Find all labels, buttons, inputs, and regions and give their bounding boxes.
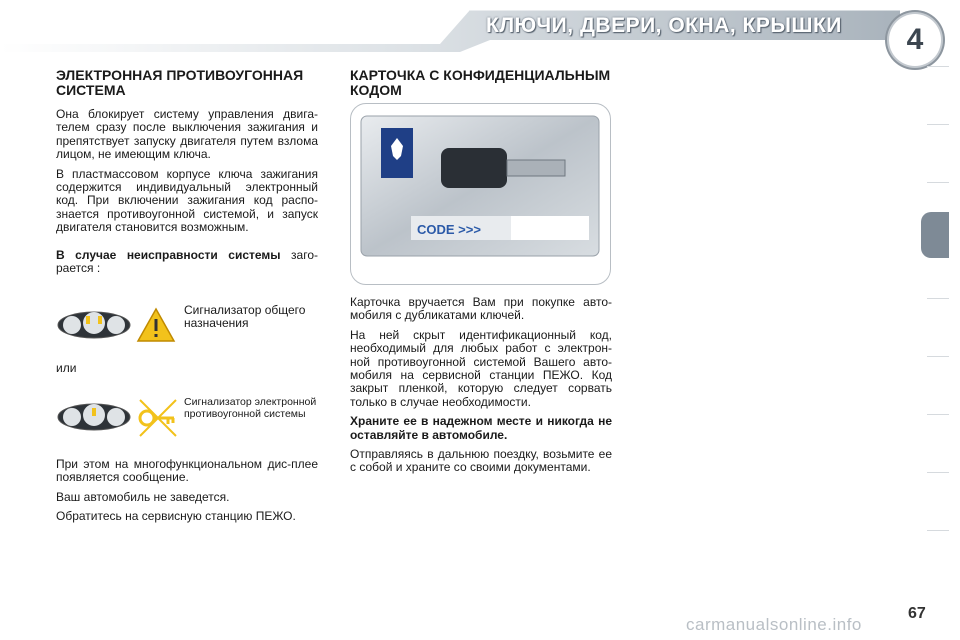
code-card-figure	[350, 103, 611, 285]
antitheft-heading: ЭЛЕКТРОННАЯ ПРОТИВОУГОННАЯ СИСТЕМА	[56, 67, 304, 98]
chapter-side-tabs	[927, 66, 949, 574]
malfunction-paragraph	[56, 249, 318, 276]
chapter-tab-6[interactable]	[927, 356, 949, 415]
key-crossed-icon	[134, 394, 182, 442]
card-keep-safe-bold: Храните ее в надежном месте и никогда не оставляйте в автомобиле.	[350, 414, 612, 442]
malfunction-bold: В случае неисправности системы	[56, 247, 281, 262]
left-column-bottom	[56, 458, 318, 530]
card-given-paragraph: Карточка вручается Вам при покупке авто-мобиля с дубликатами ключей.	[350, 295, 612, 323]
service-paragraph: Обратитесь на сервисную станцию ПЕЖО.	[56, 509, 296, 524]
card-travel-paragraph: Отправляясь в дальнюю поездку, возьмите ее с собой и храните со своими документами.	[350, 447, 612, 475]
chapter-tab-5[interactable]	[927, 298, 949, 357]
chapter-tab-2[interactable]	[927, 124, 949, 183]
or-text: или	[56, 361, 77, 375]
warning-triangle-icon	[136, 306, 176, 344]
chapter-tab-1[interactable]	[927, 66, 949, 125]
chapter-header	[0, 0, 960, 60]
malfunction-rest: заго-рается :	[56, 247, 318, 276]
chapter-number-badge: 4	[889, 14, 941, 66]
antitheft-paragraph-2: В пластмассовом корпусе ключа зажигания содержится индивидуальный электронный код. При включении зажигания код распо-знается противоугонной системой, и запуск двигателя становится возможным.	[56, 166, 318, 235]
card-keep-safe-paragraph	[350, 415, 612, 442]
display-message-paragraph: При этом на многофункциональном дис-плее появляется сообщение.	[56, 457, 318, 485]
left-column	[56, 68, 318, 281]
chapter-tab-7[interactable]	[927, 414, 949, 473]
no-start-paragraph: Ваш автомобиль не заведется.	[56, 489, 230, 504]
chapter-tab-4-active[interactable]	[921, 212, 949, 258]
code-card-illustration	[351, 104, 610, 284]
general-warning-row	[56, 300, 318, 350]
chapter-tab-9[interactable]	[927, 530, 949, 573]
right-column-text	[350, 296, 612, 481]
code-card-heading: КАРТОЧКА С КОНФИДЕНЦИАЛЬНЫМ КОДОМ	[350, 67, 611, 98]
instrument-cluster-icon	[56, 308, 132, 342]
antitheft-warning-row	[56, 390, 318, 445]
chapter-tab-8[interactable]	[927, 472, 949, 531]
antitheft-warning-label: Сигнализатор электронной противоугонной системы	[184, 396, 317, 420]
instrument-cluster-icon	[56, 400, 132, 434]
chapter-title: КЛЮЧИ, ДВЕРИ, ОКНА, КРЫШКИ	[486, 14, 842, 37]
general-warning-label: Сигнализатор общего назначения	[184, 303, 306, 331]
right-column-heading	[350, 68, 612, 108]
antitheft-paragraph-1: Она блокирует систему управления двига-телем сразу после выключения зажигания и препятствует запуску двигателя путем взлома лицом, не имеющим ключа.	[56, 107, 318, 162]
page-number: 67	[908, 605, 926, 622]
watermark: carmanualsonline.info	[686, 615, 862, 634]
code-label: CODE >>>	[417, 222, 481, 237]
card-code-paragraph: На ней скрыт идентификационный код, необходимый для любых работ с электрон-ной противоугонной системой Вашего авто-мобиля на сервисной станции ПЕЖО. Код закрыт пленкой, которую следует сорвать только в случае необходимости.	[350, 327, 612, 409]
